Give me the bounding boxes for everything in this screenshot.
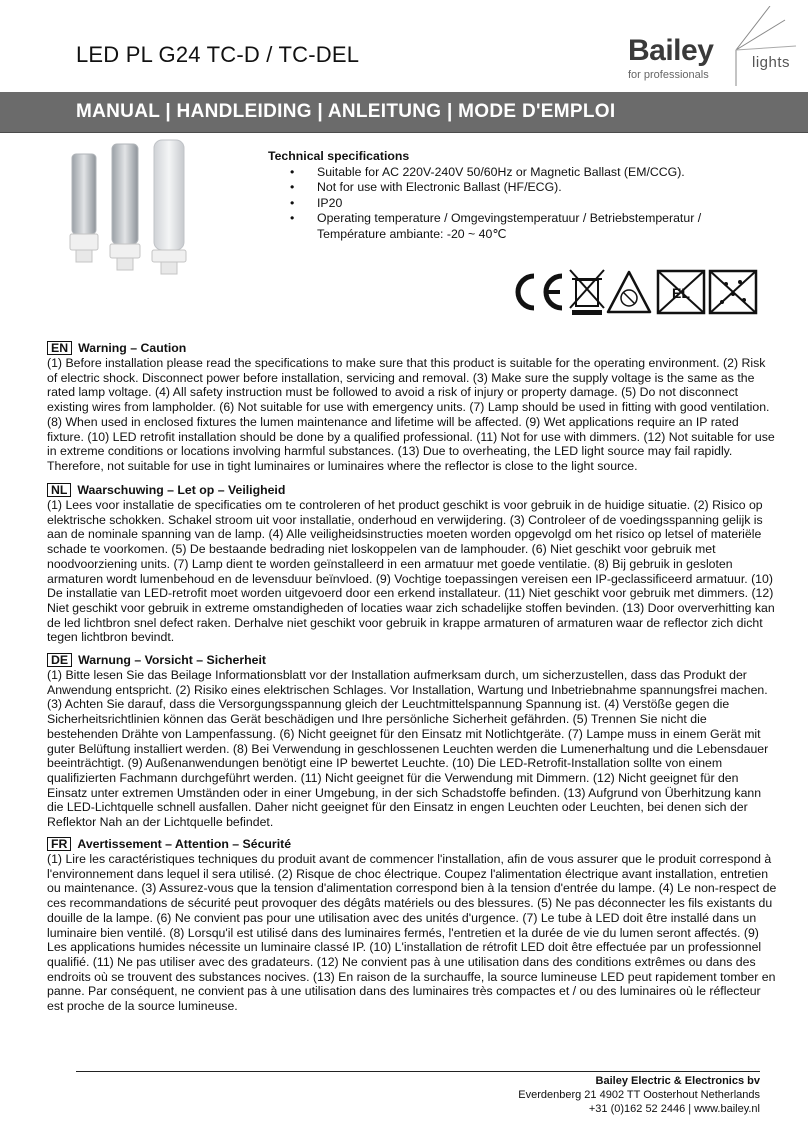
section-title: Avertissement – Attention – Sécurité xyxy=(77,837,292,851)
section-body: (1) Bitte lesen Sie das Beilage Informationsblatt vor der Installation aufmerksam durch, um sicherzustellen, dass das Produkt der Anwendung entspricht. (2) Risiko eines elektrischen Schlages. Vor Installation, Wartung und Inbetriebnahme spannungsfrei machen. (3) Achten Sie darauf, dass die Versorgungsspannung gleich der Leuchtmittelspannung Spannung ist. (4) Verstöße gegen die Sicherheitsrichtlinien können das Gerät beschädigen und Ihre persönliche Sicherheit gefährden. (5) Trennen Sie nicht die bestehenden Drähte von Lampenfassung. (6) Nicht geeignet für den Einsatz mit Notlichtgeräte. (7) Lampe muss in einem Gerät mit guter Belüftung installiert werden. (8) Bei Verwendung in geschlossenen Leuchten werden die Lumenerhaltung und die Lebensdauer beeinträchtigt. (9) Außenanwendungen benötigt eine IP bewertet Leuchte. (10) Die LED-Retrofit-Installation sollte von einem qualifizierten Fachmann durchgeführt werden. (11) Nicht geeignet für die Verwendung mit Dimmern. (12) Nicht geeignet für den Einsatz unter extremen Umständen oder in einer Umgebung, in der sich Schadstoffe befinden. (13) Aufgrund von Überhitzung kann die LED-Lichtquelle schnell ausfallen. Daher nicht geeignet für den Einsatz in engen Leuchten oder Leuchten, bei denen sich der Reflektor Nah an der Lichtquelle befindet. xyxy=(47,668,769,830)
section-en xyxy=(47,341,779,474)
section-heading xyxy=(47,483,779,498)
specs-list xyxy=(268,165,738,243)
banner-text: MANUAL | HANDLEIDING | ANLEITUNG | MODE D'EMPLOI xyxy=(76,101,616,122)
technical-specifications xyxy=(268,149,738,242)
logo-tagline: for professionals xyxy=(628,69,709,81)
section-body: (1) Before installation please read the specifications to make sure that this product is suitable for the operating environment. (2) Risk of electric shock. Disconnect power before installation, servicing and removal. (3) Make sure the supply voltage is the same as the rated lamp voltage. (4) All safety instruction must be followed to avoid a risk of injury or property damage. (5) Do not disconnect existing wires from lampholder. (6) Not suitable for use with emergency units. (7) Lamp should be used in fitting with good ventilation. (8) When used in enclosed fixtures the lumen maintenance and lifetime will be affected. (9) Wet applications require an IP rated fixture. (10) LED retrofit installation should be done by a qualified professional. (11) Not for use with dimmers. (12) Not suitable for use in extreme conditions or locations involving harmful substances. (13) Due to overheating, the LED light source may fail rapidly. Therefore, not suitable for use in tight luminaires or luminaires where the reflector is close to the light source. xyxy=(47,356,775,473)
section-heading xyxy=(47,653,779,668)
footer-address: Everdenberg 21 4902 TT Oosterhout Netherlands xyxy=(518,1089,760,1101)
section-heading xyxy=(47,837,779,852)
footer xyxy=(518,1074,760,1116)
bailey-logo xyxy=(600,6,800,86)
spec-item: • Operating temperature / Omgevingstemperatuur / Betriebstemperatur / Température ambiante: -20 ~ 40℃ xyxy=(317,211,738,242)
product-title: LED PL G24 TC-D / TC-DEL xyxy=(76,42,360,67)
section-body: (1) Lire les caractéristiques techniques du produit avant de commencer l'installation, afin de vous assurer que le produit correspond à l'environnement dans lequel il sera utilisé. (2) Risque de choc électrique. Coupez l'alimentation électrique avant installation, entretien ou maintenance. (3) Assurez-vous que la tension d'alimentation correspond bien à la tension d'entrée du lampe. (4) Le non-respect de ces recommandations de sécurité peut provoquer des dégâts matériels ou des blessures. (5) Ne pas déconnecter les fils existants du douille de la lampe. (6) Ne convient pas pour une utilisation avec des unités d'urgence. (7) Le tube à LED doit être installé dans un luminaire bien ventilé. (8) Lorsqu'il est utilisé dans des luminaires fermés, l'entretien et la durée de vie du lumen seront affectés. (9) Les applications humides nécessite un luminaire classé IP. (10) L'installation de rétrofit LED doit être effectuée par un professionnel qualifié. (11) Ne pas utiliser avec des gradateurs. (12) Ne convient pas à une utilisation dans des conditions extrêmes ou dans des endroits où se trouvent des substances nocives. (13) En raison de la surchauffe, la source lumineuse LED peut rapidement tomber en panne. Par conséquent, ne convient pas à une utilisation dans des luminaires très compactes et / ou des luminaires où le réflecteur est proche de la source lumineuse. xyxy=(47,852,777,1014)
spec-item: • Not for use with Electronic Ballast (HF/ECG). xyxy=(317,180,738,196)
logo-lights: lights xyxy=(752,54,791,71)
certification-marks xyxy=(512,268,760,316)
lang-code: DE xyxy=(47,653,72,667)
spec-item: • IP20 xyxy=(317,196,738,212)
spec-item: • Suitable for AC 220V-240V 50/60Hz or Magnetic Ballast (EM/CCG). xyxy=(317,165,738,181)
ce-mark-icon xyxy=(518,276,562,308)
section-heading xyxy=(47,341,779,356)
lang-code: NL xyxy=(47,483,71,497)
section-title: Waarschuwing – Let op – Veiligheid xyxy=(77,483,286,497)
warning-triangle-icon xyxy=(608,272,650,312)
section-de xyxy=(47,653,779,830)
footer-contact: +31 (0)162 52 2446 | www.bailey.nl xyxy=(588,1103,760,1115)
title-banner xyxy=(0,92,808,133)
lang-code: EN xyxy=(47,341,72,355)
no-emergency-icon xyxy=(710,271,756,313)
section-title: Warning – Caution xyxy=(78,341,187,355)
footer-company: Bailey Electric & Electronics bv xyxy=(595,1075,760,1087)
weee-bin-icon xyxy=(570,270,604,315)
logo-brand: Bailey xyxy=(628,34,714,67)
no-dimmer-el-icon xyxy=(658,271,704,313)
el-mark-text: EL xyxy=(672,285,690,301)
lamp-product-image xyxy=(60,138,200,278)
logo-rays-icon xyxy=(730,6,800,86)
lang-code: FR xyxy=(47,837,71,851)
specs-title: Technical specifications xyxy=(268,149,410,163)
section-title: Warnung – Vorsicht – Sicherheit xyxy=(78,653,266,667)
section-fr xyxy=(47,837,779,1014)
section-nl xyxy=(47,483,779,645)
section-body: (1) Lees voor installatie de specificaties om te controleren of het product geschikt is voor gebruik in de huidige situatie. (2) Risico op elektrische schokken. Schakel stroom uit voor installatie, onderhoud en verwijdering. (3) Controleer of de voedingsspanning gelijk is aan de nominale spanning van de lamp. (4) Alle veiligheidsinstructies moeten worden opgevolgd om het risico op letsel of materiële schade te voorkomen. (5) De bestaande bedrading niet loskoppelen van de lamphouder. (6) Niet geschikt voor gebruik met noodvoorziening units. (7) Lamp dient te worden geïnstalleerd in een armatuur met goede ventilatie. (8) Bij gebruik in gesloten armaturen wordt lumenbehoud en de levensduur beïnvloed. (9) Vochtige toepassingen vereisen een IP-geclassificeerd armatuur. (10) De installatie van LED-retrofit moet worden uitgevoerd door een erkend installateur. (11) Niet geschikt voor gebruik met dimmers. (12) Niet geschikt voor gebruik in extreme omstandigheden of locaties waar zich schadelijke stoffen bevinden. (13) Door oververhitting kan de led lichtbron snel defect raken. Derhalve niet geschikt voor gebruik in krappe armaturen of armaturen waar de reflector zich dicht tegen lichtbron bevindt. xyxy=(47,498,775,645)
footer-divider xyxy=(76,1071,760,1072)
